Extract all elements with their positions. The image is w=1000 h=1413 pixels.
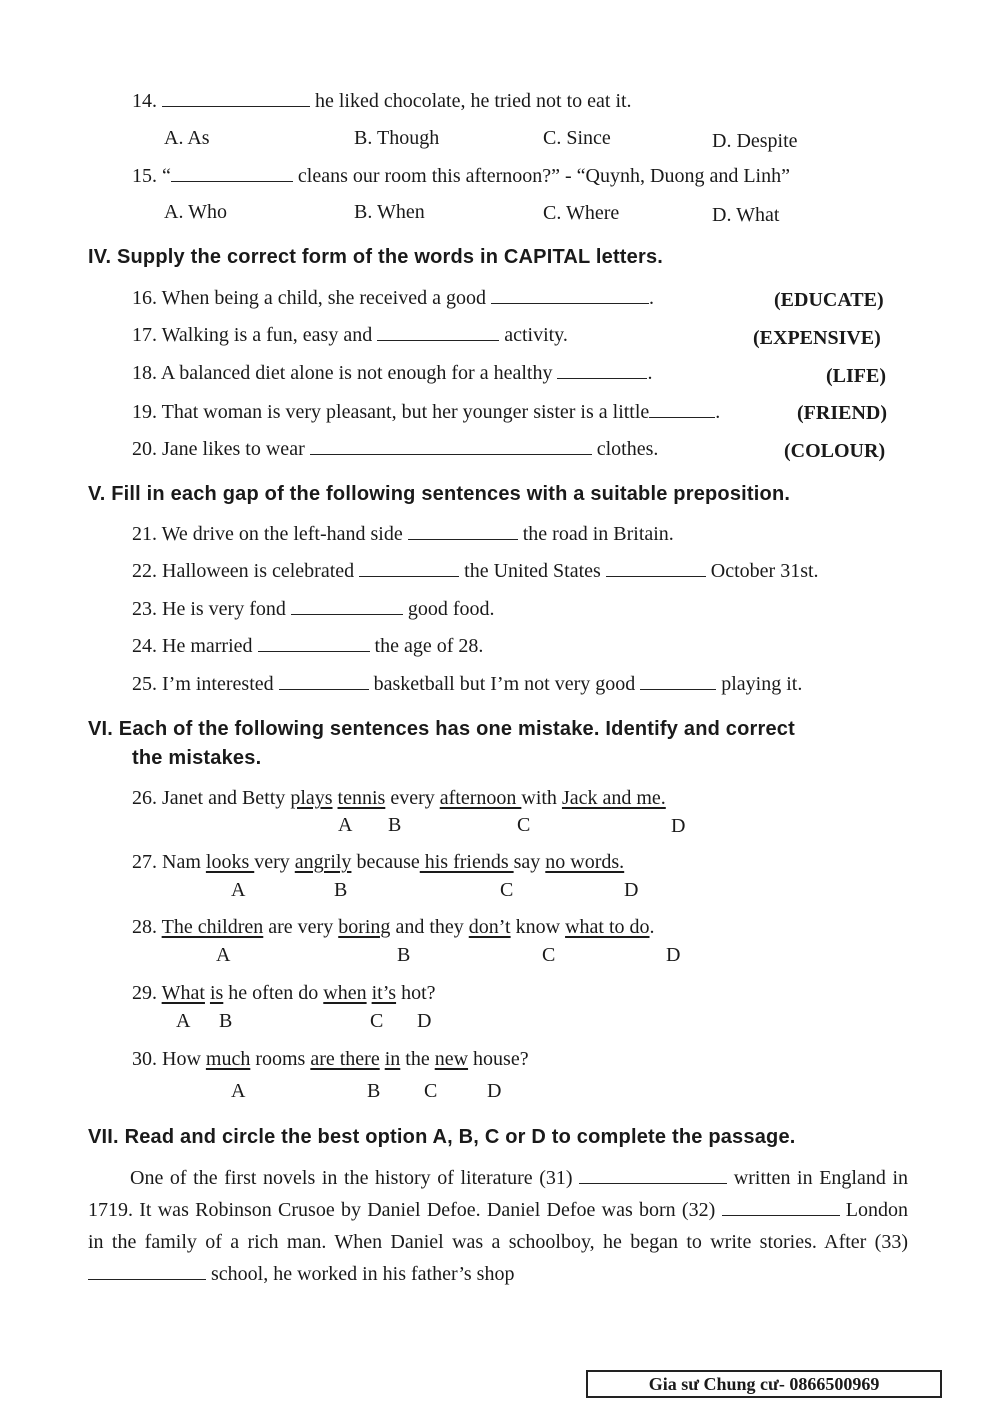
question-17 [132,322,568,347]
question-21 [132,521,674,546]
answer-blank[interactable] [606,558,706,577]
underlined-option-b[interactable]: angrily [294,851,352,873]
question-text: 21. We drive on the left-hand side [132,523,403,545]
question-text: 27. Nam [132,851,206,873]
question-28 [132,915,655,939]
passage [88,1162,908,1290]
question-23 [132,596,495,621]
question-text: and they [390,916,469,938]
letter-d: D [624,879,639,901]
letter-c: C [542,944,556,966]
underlined-option-d[interactable]: new [434,1048,469,1070]
question-text: October 31st. [710,560,819,582]
question-30 [132,1047,529,1071]
question-text: are very [263,916,339,938]
question-text: 18. A balanced diet alone is not enough for a healthy [132,362,553,384]
underlined-option-b[interactable]: tennis [337,787,386,809]
letter-c: C [500,879,514,901]
capital-word: (LIFE) [826,365,886,387]
question-text: 26. Janet and Betty [132,787,291,809]
question-text: . [649,916,655,938]
question-14 [132,88,632,113]
letter-c: C [517,814,531,836]
section-vii-title: VII. Read and circle the best option A, B, C or D to complete the passage. [88,1126,796,1148]
question-text: 24. He married [132,635,253,657]
answer-blank-31[interactable] [579,1165,727,1184]
answer-blank[interactable] [279,671,369,690]
question-text: know [510,916,566,938]
question-number: 14. [132,90,157,112]
option-b[interactable]: B. When [354,201,425,223]
question-text-end: . [647,362,653,384]
capital-word: (EDUCATE) [774,289,884,311]
underlined-option-b[interactable]: are there [310,1048,380,1070]
answer-blank[interactable] [171,163,293,182]
answer-blank[interactable] [491,285,649,304]
letter-c: C [370,1010,384,1032]
answer-blank[interactable] [408,521,518,540]
question-text: with [521,787,562,809]
letter-b: B [334,879,348,901]
underlined-option-c[interactable]: in [384,1048,401,1070]
section-vi-title-cont: the mistakes. [132,747,262,769]
question-text: the age of 28. [374,635,484,657]
question-20 [132,436,658,461]
answer-blank[interactable] [291,596,403,615]
underlined-option-c[interactable]: don’t [468,916,511,938]
answer-blank[interactable] [640,671,716,690]
option-a[interactable]: A. As [164,127,210,149]
option-a[interactable]: A. Who [164,201,227,223]
section-iv-title: IV. Supply the correct form of the words in CAPITAL letters. [88,246,664,268]
question-19 [132,399,720,424]
question-text: hot? [396,982,436,1004]
section-v-title: V. Fill in each gap of the following sentences with a suitable preposition. [88,483,791,505]
underlined-option-d[interactable]: Jack and me. [561,787,666,809]
question-text: good food. [407,598,495,620]
question-text: 28. [132,916,162,938]
question-24 [132,633,483,658]
letter-a: A [338,814,353,836]
question-text-end: activity. [504,324,568,346]
question-text: the United States [464,560,601,582]
question-text: 20. Jane likes to wear [132,438,305,460]
letter-d: D [666,944,681,966]
question-15 [132,163,790,188]
answer-blank[interactable] [557,360,647,379]
question-16 [132,285,654,310]
passage-text: London in the family of a rich man. When Daniel was a schoolboy, he began to write stories. After (33) [88,1199,908,1253]
underlined-option-c[interactable]: his friends [419,851,514,873]
question-text: because [351,851,420,873]
letter-d: D [671,815,686,837]
question-text-end: clothes. [596,438,659,460]
letter-a: A [231,879,246,901]
question-27 [132,850,624,874]
question-text: rooms [250,1048,311,1070]
question-text-end: . [648,287,654,309]
capital-word: (FRIEND) [797,402,887,424]
passage-text: written in England in 1719. It was Robinson Crusoe by Daniel Defoe. Daniel Defoe was born (32) [88,1167,909,1221]
question-text: house? [468,1048,529,1070]
passage-text: school, he worked in his father’s shop [211,1263,515,1285]
letter-b: B [219,1010,233,1032]
underlined-option-a[interactable]: plays [290,787,333,809]
question-text: say [513,851,546,873]
option-c[interactable]: C. Since [543,127,611,149]
underlined-option-d[interactable]: it’s [371,982,397,1004]
letter-a: A [176,1010,191,1032]
footer-contact-box: Gia sư Chung cư- 0866500969 [586,1370,942,1398]
underlined-option-c[interactable]: afternoon [439,787,522,809]
question-text: very [254,851,295,873]
answer-blank[interactable] [649,399,715,418]
question-text: he liked chocolate, he tried not to eat it. [315,90,632,112]
option-c[interactable]: C. Where [543,202,620,224]
capital-word: (COLOUR) [784,440,886,462]
underlined-option-a[interactable]: looks [205,851,255,873]
question-text: basketball but I’m not very good [373,673,636,695]
question-25 [132,671,802,696]
underlined-option-a[interactable]: much [205,1048,251,1070]
answer-blank[interactable] [377,322,499,341]
letter-b: B [397,944,411,966]
question-text: he often do [223,982,324,1004]
letter-d: D [487,1080,502,1102]
letter-b: B [388,814,402,836]
question-text: the road in Britain. [522,523,674,545]
option-d[interactable]: D. What [712,204,780,226]
letter-b: B [367,1080,381,1102]
answer-blank-33[interactable] [88,1261,206,1280]
section-vi-title: VI. Each of the following sentences has one mistake. Identify and correct [88,718,795,740]
letter-c: C [424,1080,438,1102]
question-29 [132,981,436,1005]
question-22 [132,558,819,583]
underlined-option-b[interactable]: boring [338,916,391,938]
answer-blank[interactable] [310,436,592,455]
answer-blank[interactable] [359,558,459,577]
answer-blank-32[interactable] [722,1197,840,1216]
letter-a: A [216,944,231,966]
question-text: the [400,1048,435,1070]
underlined-option-d[interactable]: what to do [565,916,650,938]
question-text: every [385,787,440,809]
capital-word: (EXPENSIVE) [753,327,881,349]
underlined-option-a[interactable]: What [161,982,205,1004]
underlined-option-b[interactable]: is [209,982,224,1004]
question-text: 23. He is very fond [132,598,286,620]
answer-blank[interactable] [162,88,310,107]
question-text: 30. How [132,1048,206,1070]
question-text: cleans our room this afternoon?” - “Quynh, Duong and Linh” [297,165,790,187]
underlined-option-c[interactable]: when [323,982,367,1004]
underlined-option-d[interactable]: no words. [545,851,625,873]
answer-blank[interactable] [258,633,370,652]
question-26 [132,786,666,810]
underlined-option-a[interactable]: The children [161,916,264,938]
question-text: 19. That woman is very pleasant, but her younger sister is a little [132,401,650,423]
option-d[interactable]: D. Despite [712,130,798,152]
question-text: playing it. [721,673,803,695]
question-text: 22. Halloween is celebrated [132,560,355,582]
letter-a: A [231,1080,246,1102]
question-text: 25. I’m interested [132,673,274,695]
question-text: 16. When being a child, she received a good [132,287,486,309]
passage-text: One of the first novels in the history of literature (31) [130,1167,573,1189]
letter-d: D [417,1010,432,1032]
question-number: 15. “ [132,165,171,187]
question-text: 17. Walking is a fun, easy and [132,324,373,346]
question-text-end: . [715,401,721,423]
question-18 [132,360,652,385]
option-b[interactable]: B. Though [354,127,440,149]
question-text: 29. [132,982,162,1004]
